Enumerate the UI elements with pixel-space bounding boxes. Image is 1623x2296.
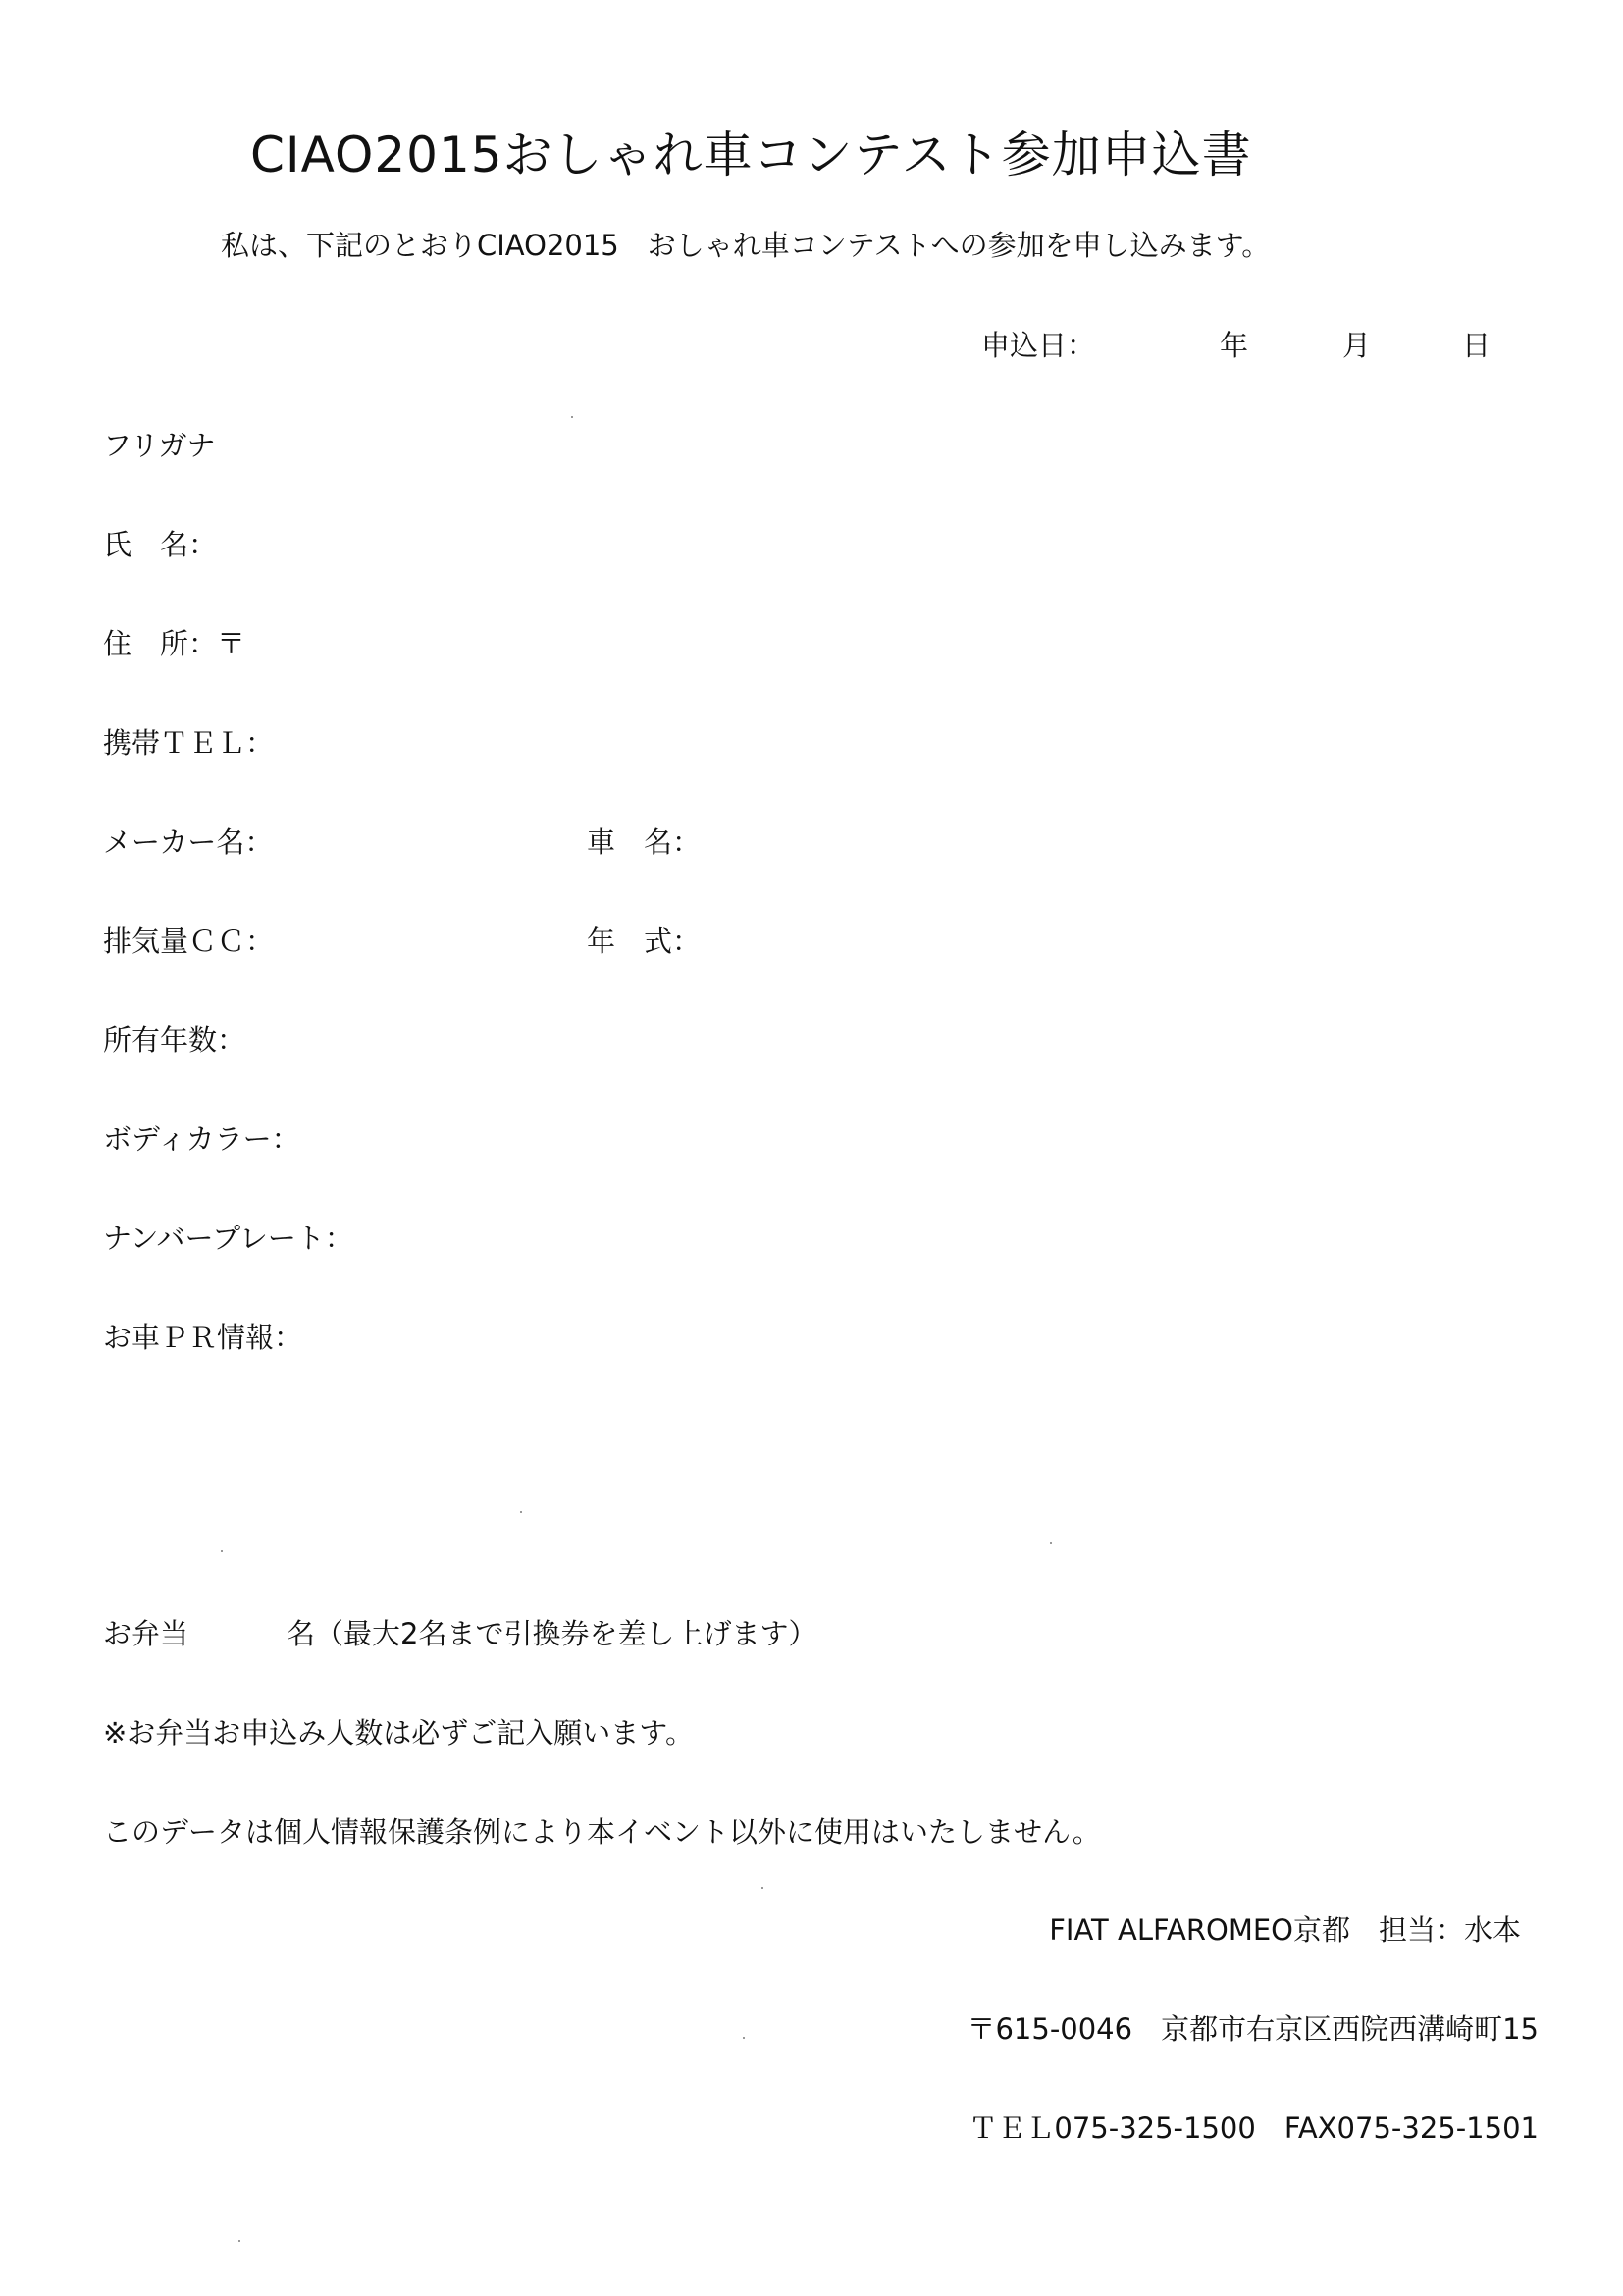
field-name-label: 氏 名：	[103, 528, 218, 561]
form-title: CIAO2015おしゃれ車コンテスト参加申込書	[250, 127, 1252, 183]
field-number-plate-label: ナンバープレート：	[103, 1222, 353, 1255]
scan-speck	[520, 1511, 522, 1513]
scan-speck	[221, 1550, 223, 1552]
date-year-unit: 年	[1220, 329, 1249, 362]
field-model-year-label: 年 式：	[587, 924, 702, 958]
field-body-color-label: ボディカラー：	[103, 1122, 300, 1156]
scan-speck	[1050, 1542, 1052, 1544]
field-years-owned-label: 所有年数：	[103, 1023, 246, 1057]
date-month-unit: 月	[1342, 329, 1372, 362]
bento-detail: 名（最大2名まで引換券を差し上げます）	[287, 1617, 817, 1650]
field-mobile-tel-label: 携帯ＴＥＬ：	[103, 726, 275, 759]
scan-speck	[571, 416, 573, 418]
field-address-label: 住 所：〒	[103, 627, 246, 660]
field-displacement-label: 排気量ＣＣ：	[103, 924, 275, 958]
contact-phone: ＴＥＬ075-325-1500 FAX075-325-1501	[969, 2112, 1539, 2145]
field-car-name-label: 車 名：	[587, 825, 702, 859]
scan-speck	[761, 1887, 763, 1889]
form-intro: 私は、下記のとおりCIAO2015 おしゃれ車コンテストへの参加を申し込みます。	[221, 229, 1271, 262]
scan-speck	[238, 2240, 240, 2242]
contact-address: 〒615-0046 京都市右京区西院西溝崎町15	[967, 2012, 1539, 2046]
field-maker-label: メーカー名：	[103, 825, 274, 859]
privacy-note: このデータは個人情報保護条例により本イベント以外に使用はいたしません。	[103, 1815, 1101, 1849]
bento-note: ※お弁当お申込み人数は必ずご記入願います。	[103, 1716, 694, 1749]
field-car-pr-label: お車ＰＲ情報：	[103, 1321, 303, 1354]
field-furigana-label: フリガナ	[103, 429, 216, 462]
contact-dealer: FIAT ALFAROMEO京都 担当：水本	[1049, 1913, 1521, 1947]
bento-label: お弁当	[103, 1617, 189, 1650]
application-date-label: 申込日：	[981, 329, 1096, 362]
scan-speck	[743, 2037, 745, 2039]
date-day-unit: 日	[1462, 329, 1492, 362]
